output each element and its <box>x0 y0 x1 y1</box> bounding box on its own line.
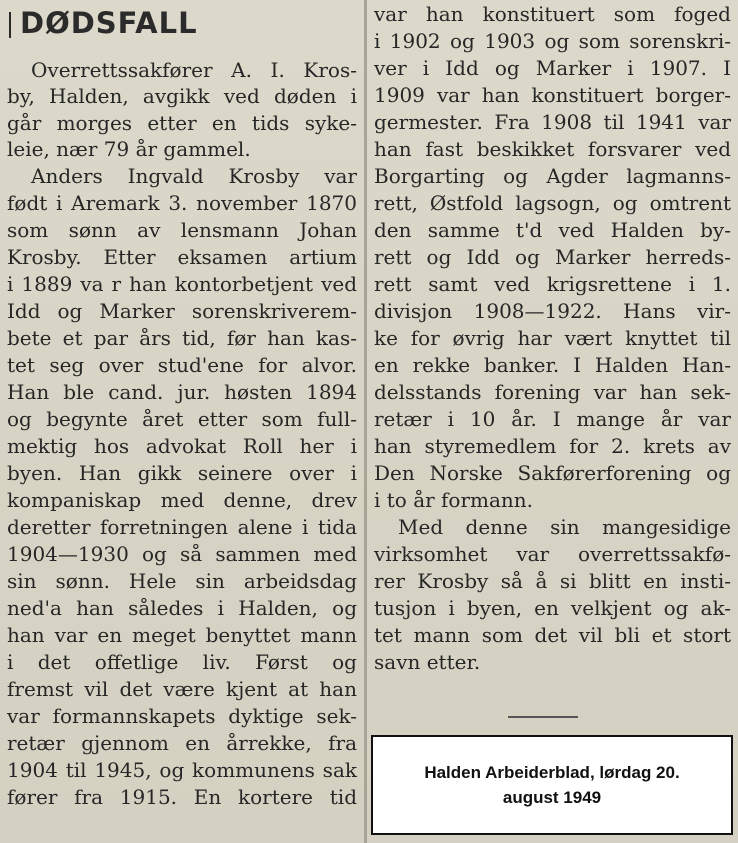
text-line: germester. Fra 1908 til 1941 var <box>374 110 731 134</box>
text-line: deretter forretningen alene i tida <box>7 515 357 539</box>
text-line: han fast beskikket forsvarer ved <box>374 137 731 161</box>
text-line: ke for øvrig har vært knyttet til <box>374 326 731 350</box>
text-line: kompaniskap med denne, drev <box>7 488 357 512</box>
text-line: i 1889 va r han kontorbetjent ved <box>7 272 357 296</box>
text-line: en rekke banker. I Halden Han- <box>374 353 731 377</box>
headline-rule <box>9 12 11 38</box>
text-line: ned'a han således i Halden, og <box>7 596 357 620</box>
text-line: delsstands forening var han sek- <box>374 380 731 404</box>
text-line: rett samt ved krigsrettene i 1. <box>374 272 731 296</box>
text-line: fører fra 1915. En kortere tid <box>7 785 357 809</box>
text-line: ver i Idd og Marker i 1907. I <box>374 56 731 80</box>
end-of-article-rule <box>508 716 578 718</box>
headline: DØDSFALL <box>20 6 198 40</box>
text-line: 1909 var han konstituert borger- <box>374 83 731 107</box>
left-column <box>0 0 366 843</box>
text-line: Han ble cand. jur. høsten 1894 <box>7 380 357 404</box>
caption-line: august 1949 <box>502 788 602 807</box>
text-line: var formannskapets dyktige sek- <box>7 704 357 728</box>
text-line: retær i 10 år. I mange år var <box>374 407 731 431</box>
text-line: byen. Han gikk seinere over i <box>7 461 357 485</box>
text-line: bete et par års tid, før han kas- <box>7 326 357 350</box>
source-caption <box>371 735 733 835</box>
text-line: den samme t'd ved Halden by- <box>374 218 731 242</box>
text-line: Idd og Marker sorenskriverem- <box>7 299 357 323</box>
caption-text <box>402 760 702 810</box>
text-line: by, Halden, avgikk ved døden i <box>7 84 357 108</box>
text-line: rer Krosby så å si blitt en insti- <box>374 569 731 593</box>
text-line: Overrettssakfører A. I. Kros- <box>31 58 357 82</box>
text-line: i 1902 og 1903 og som sorenskri- <box>374 29 731 53</box>
text-line: han var en meget benyttet mann <box>7 623 357 647</box>
text-line: leie, nær 79 år gammel. <box>7 137 251 161</box>
text-line: Anders Ingvald Krosby var <box>31 164 357 188</box>
text-line: tet seg over stud'ene for alvor. <box>7 353 357 377</box>
text-line: divisjon 1908—1922. Hans vir- <box>374 299 731 323</box>
text-line: Med denne sin mangesidige <box>398 515 731 539</box>
text-line: i to år formann. <box>374 488 534 512</box>
text-line: savn etter. <box>374 650 481 674</box>
text-line: tet mann som det vil bli et stort <box>374 623 731 647</box>
text-line: han styremedlem for 2. krets av <box>374 434 731 458</box>
text-line: rett, Østfold lagsogn, og omtrent <box>374 191 731 215</box>
text-line: mektig hos advokat Roll her i <box>7 434 357 458</box>
text-line: som sønn av lensmann Johan <box>7 218 357 242</box>
text-line: og begynte året etter som full- <box>7 407 357 431</box>
text-line: født i Aremark 3. november 1870 <box>7 191 357 215</box>
text-line: Den Norske Sakførerforening og <box>374 461 731 485</box>
caption-line: Halden Arbeiderblad, lørdag 20. <box>424 763 680 782</box>
text-line: sin sønn. Hele sin arbeidsdag <box>7 569 357 593</box>
text-line: Krosby. Etter eksamen artium <box>7 245 357 269</box>
text-line: 1904 til 1945, og kommunens sak <box>7 758 357 782</box>
text-line: var han konstituert som foged <box>374 2 731 26</box>
text-line: 1904—1930 og så sammen med <box>7 542 357 566</box>
text-line: virksomhet var overrettssakfø- <box>374 542 731 566</box>
text-line: fremst vil det være kjent at han <box>7 677 357 701</box>
text-line: Borgarting og Agder lagmanns- <box>374 164 731 188</box>
text-line: går morges etter en tids syke- <box>7 111 357 135</box>
text-line: retær gjennom en årrekke, fra <box>7 731 357 755</box>
column-divider <box>364 0 367 843</box>
text-line: rett og Idd og Marker herreds- <box>374 245 731 269</box>
text-line: i det offetlige liv. Først og <box>7 650 357 674</box>
text-line: tusjon i byen, en velkjent og ak- <box>374 596 731 620</box>
